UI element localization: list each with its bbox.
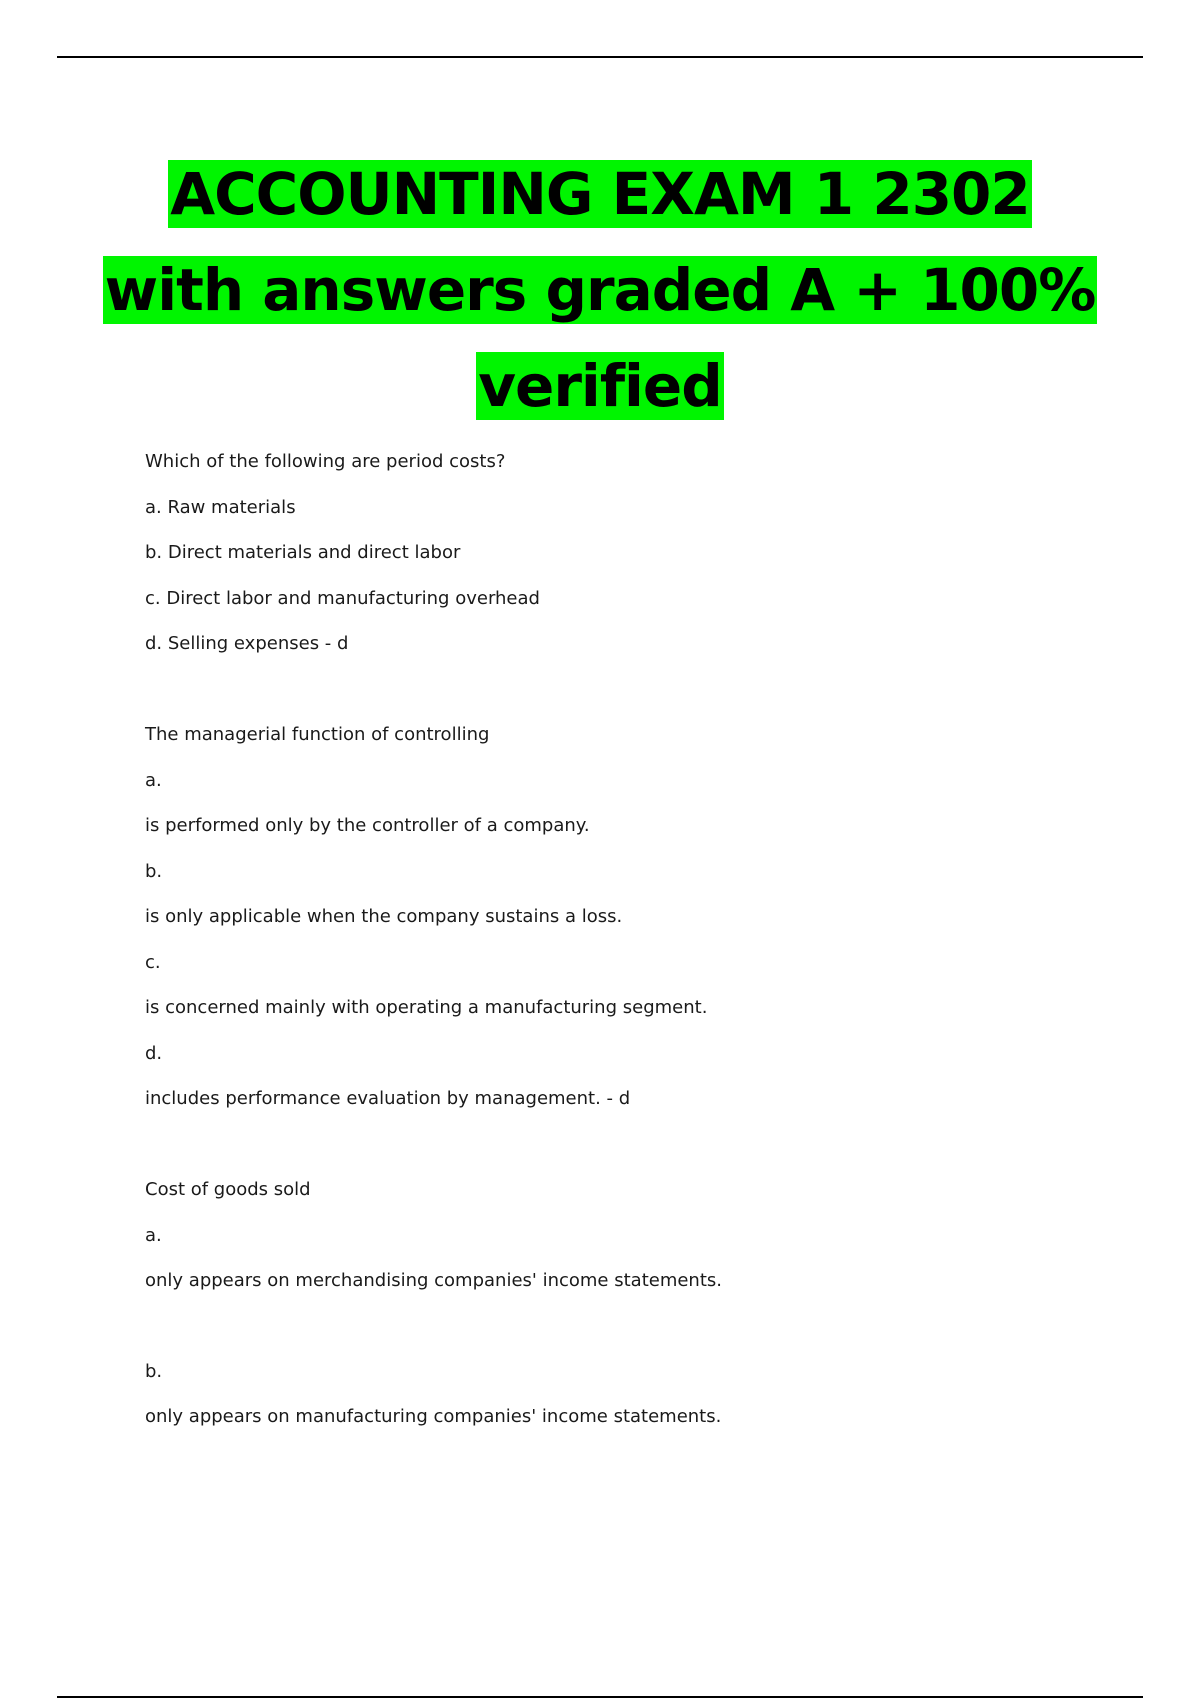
spacer — [145, 1312, 1105, 1357]
spacer — [145, 675, 1105, 721]
title-line-3: verified — [478, 352, 722, 420]
question-prompt: The managerial function of controlling — [145, 724, 490, 745]
answer-option: b. Direct materials and direct labor — [145, 542, 461, 563]
question-3 — [145, 1175, 1105, 1448]
spacer — [145, 1130, 1105, 1176]
answer-option-text: is only applicable when the company sustains a loss. — [145, 906, 623, 927]
answer-option: c. Direct labor and manufacturing overhead — [145, 587, 540, 609]
answer-option-letter: c. — [145, 951, 161, 973]
answer-option-text: only appears on merchandising companies' income statements. — [145, 1270, 722, 1291]
answer-option: d. Selling expenses - d — [145, 633, 349, 654]
document-body — [145, 447, 1105, 1448]
question-prompt: Cost of goods sold — [145, 1179, 311, 1200]
answer-option-text: includes performance evaluation by management. - d — [145, 1088, 631, 1109]
answer-option-letter: b. — [145, 860, 163, 882]
answer-option-letter: d. — [145, 1042, 163, 1064]
answer-option-letter: b. — [145, 1360, 163, 1382]
bottom-rule — [57, 1696, 1143, 1698]
answer-option-text: is concerned mainly with operating a manufacturing segment. — [145, 997, 708, 1018]
title-line-2: with answers graded A + 100% — [104, 256, 1096, 324]
question-prompt: Which of the following are period costs? — [145, 451, 506, 472]
answer-option-letter: a. — [145, 1224, 162, 1246]
title-line-1: ACCOUNTING EXAM 1 2302 — [170, 160, 1030, 228]
answer-option-text: only appears on manufacturing companies' income statements. — [145, 1406, 722, 1427]
document-title — [100, 146, 1100, 434]
answer-option-letter: a. — [145, 769, 162, 791]
answer-option-text: is performed only by the controller of a company. — [145, 815, 590, 836]
top-rule — [57, 56, 1143, 58]
question-2 — [145, 720, 1105, 1130]
answer-option: a. Raw materials — [145, 496, 296, 518]
question-1 — [145, 447, 1105, 675]
